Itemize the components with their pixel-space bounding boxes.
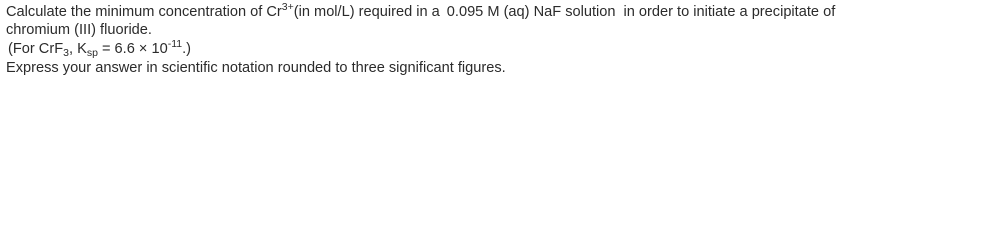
ksp-info — [6, 38, 985, 60]
question-text — [0, 0, 985, 92]
solution-concentration: 0.095 M (aq) NaF solution — [446, 4, 616, 20]
question-prompt-end: in order to initiate a precipitate of — [623, 4, 836, 20]
ksp-exponent: -11 — [167, 38, 183, 50]
answer-instruction — [6, 60, 985, 78]
question-prompt-start: Calculate the minimum concentration of Cr — [6, 4, 282, 20]
ksp-value: = 6.6 × 10 — [97, 41, 168, 57]
question-line-1 — [6, 1, 985, 22]
ksp-label: , K — [68, 41, 87, 57]
compound-name: chromium (III) fluoride. — [6, 22, 152, 38]
ksp-subscript: sp — [86, 47, 98, 59]
ksp-close: .) — [182, 41, 192, 57]
ion-charge-superscript: 3+ — [281, 1, 294, 13]
formula-subscript: 3 — [63, 47, 69, 59]
question-prompt-middle: (in mol/L) required in a — [293, 4, 440, 20]
instruction-text: Express your answer in scientific notation rounded to three significant figures. — [6, 60, 506, 76]
ksp-open: (For CrF — [8, 41, 64, 57]
question-line-2 — [6, 22, 985, 41]
